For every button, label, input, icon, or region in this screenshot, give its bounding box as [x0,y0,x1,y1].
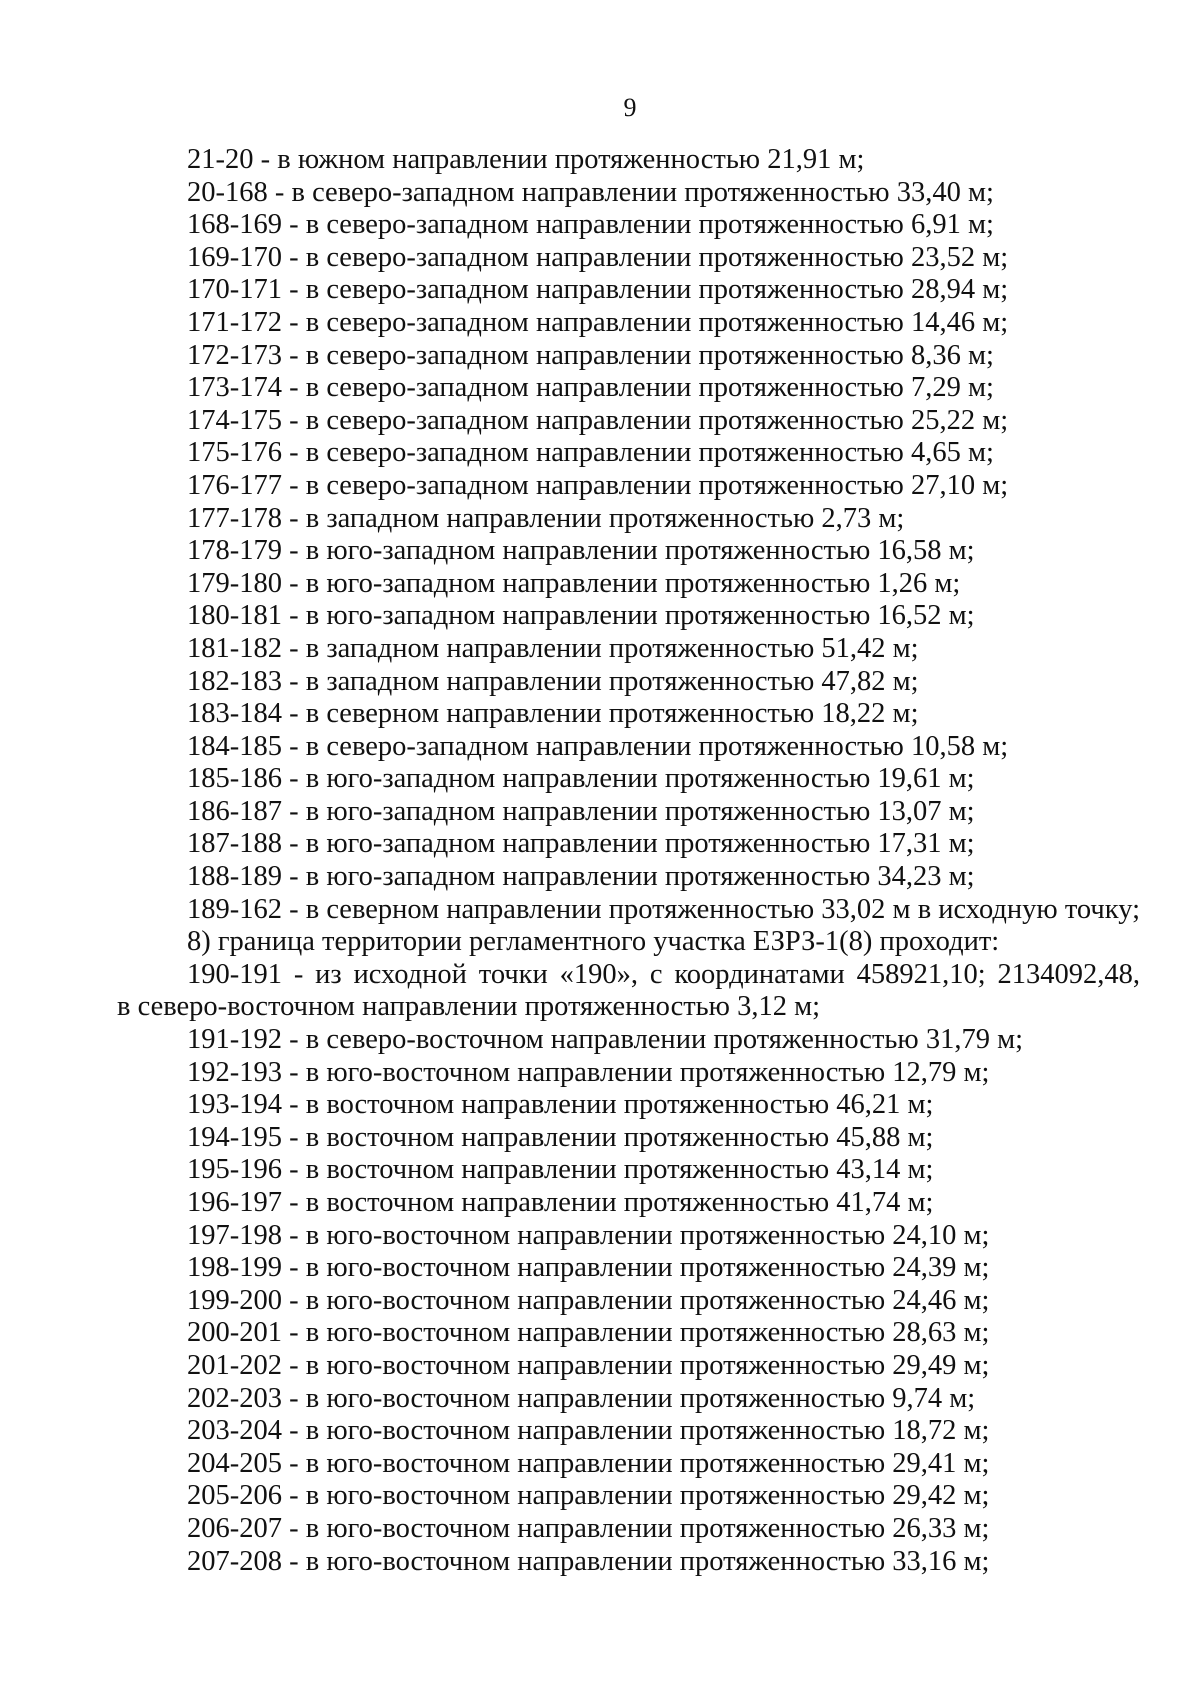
boundary-segment-line: 206-207 - в юго-восточном направлении протяженностью 26,33 м; [187,1512,990,1544]
boundary-segment-line: 182-183 - в западном направлении протяженностью 47,82 м; [187,665,919,697]
document-body [117,144,1140,1578]
boundary-segment-line: 169-170 - в северо-западном направлении протяженностью 23,52 м; [187,241,1009,273]
boundary-segment-line: 204-205 - в юго-восточном направлении протяженностью 29,41 м; [187,1447,990,1479]
boundary-segment-line: 21-20 - в южном направлении протяженностью 21,91 м; [187,144,865,175]
boundary-segment-line: 176-177 - в северо-западном направлении протяженностью 27,10 м; [187,469,1009,501]
boundary-segment-line: 189-162 - в северном направлении протяженностью 33,02 м в исходную точку; [187,893,1140,925]
boundary-segment-line: 187-188 - в юго-западном направлении протяженностью 17,31 м; [187,828,975,860]
boundary-segment-line: 171-172 - в северо-западном направлении протяженностью 14,46 м; [187,306,1009,338]
boundary-segment-line: 20-168 - в северо-западном направлении протяженностью 33,40 м; [187,176,994,208]
boundary-segment-line: 200-201 - в юго-восточном направлении протяженностью 28,63 м; [187,1317,990,1349]
boundary-segment-line: 198-199 - в юго-восточном направлении протяженностью 24,39 м; [187,1252,990,1284]
boundary-segment-line: 186-187 - в юго-западном направлении протяженностью 13,07 м; [187,795,975,827]
section-heading: 8) граница территории регламентного участка ЕЗРЗ-1(8) проходит: [187,926,1000,958]
boundary-segment-line: 180-181 - в юго-западном направлении протяженностью 16,52 м; [187,600,975,632]
boundary-segment-line: 170-171 - в северо-западном направлении протяженностью 28,94 м; [187,274,1009,306]
start-point-first-line: 190-191 - из исходной точки «190», с координатами 458921,10; 2134092,48, [187,958,1140,990]
start-point-continuation: в северо-восточном направлении протяженностью 3,12 м; [117,991,821,1023]
boundary-segment-line: 173-174 - в северо-западном направлении протяженностью 7,29 м; [187,372,994,404]
boundary-segment-line: 185-186 - в юго-западном направлении протяженностью 19,61 м; [187,763,975,795]
boundary-segment-line: 179-180 - в юго-западном направлении протяженностью 1,26 м; [187,567,961,599]
boundary-segment-line: 193-194 - в восточном направлении протяженностью 46,21 м; [187,1089,934,1121]
boundary-segment-line: 177-178 - в западном направлении протяженностью 2,73 м; [187,502,905,534]
boundary-segment-line: 183-184 - в северном направлении протяженностью 18,22 м; [187,698,919,730]
boundary-segments-list-a [117,144,1140,926]
boundary-segment-line: 181-182 - в западном направлении протяженностью 51,42 м; [187,632,919,664]
boundary-segment-line: 196-197 - в восточном направлении протяженностью 41,74 м; [187,1187,934,1218]
boundary-segment-line: 184-185 - в северо-западном направлении протяженностью 10,58 м; [187,730,1009,762]
boundary-segment-line: 175-176 - в северо-западном направлении протяженностью 4,65 м; [187,437,994,469]
boundary-segment-line: 192-193 - в юго-восточном направлении протяженностью 12,79 м; [187,1056,990,1088]
boundary-segment-line: 168-169 - в северо-западном направлении протяженностью 6,91 м; [187,209,994,241]
boundary-segment-line: 174-175 - в северо-западном направлении протяженностью 25,22 м; [187,404,1009,436]
boundary-segment-line: 197-198 - в юго-восточном направлении протяженностью 24,10 м; [187,1219,990,1251]
boundary-segment-line: 195-196 - в восточном направлении протяженностью 43,14 м; [187,1154,934,1186]
start-point-paragraph [117,959,1140,1024]
boundary-segment-line: 205-206 - в юго-восточном направлении протяженностью 29,42 м; [187,1480,990,1512]
boundary-segment-line: 191-192 - в северо-восточном направлении протяженностью 31,79 м; [187,1024,1024,1056]
page-number: 9 [623,93,637,122]
boundary-segment-line: 207-208 - в юго-восточном направлении протяженностью 33,16 м; [187,1545,990,1577]
boundary-segment-line: 199-200 - в юго-восточном направлении протяженностью 24,46 м; [187,1284,990,1316]
boundary-segment-line: 202-203 - в юго-восточном направлении протяженностью 9,74 м; [187,1382,976,1414]
boundary-segment-line: 194-195 - в восточном направлении протяженностью 45,88 м; [187,1121,934,1153]
boundary-segment-line: 203-204 - в юго-восточном направлении протяженностью 18,72 м; [187,1415,990,1447]
boundary-segment-line: 178-179 - в юго-западном направлении протяженностью 16,58 м; [187,535,975,567]
boundary-segment-line: 201-202 - в юго-восточном направлении протяженностью 29,49 м; [187,1349,990,1381]
boundary-segment-line: 172-173 - в северо-западном направлении протяженностью 8,36 м; [187,339,994,371]
boundary-segment-line: 188-189 - в юго-западном направлении протяженностью 34,23 м; [187,861,975,893]
boundary-segments-list-b [117,1024,1140,1578]
